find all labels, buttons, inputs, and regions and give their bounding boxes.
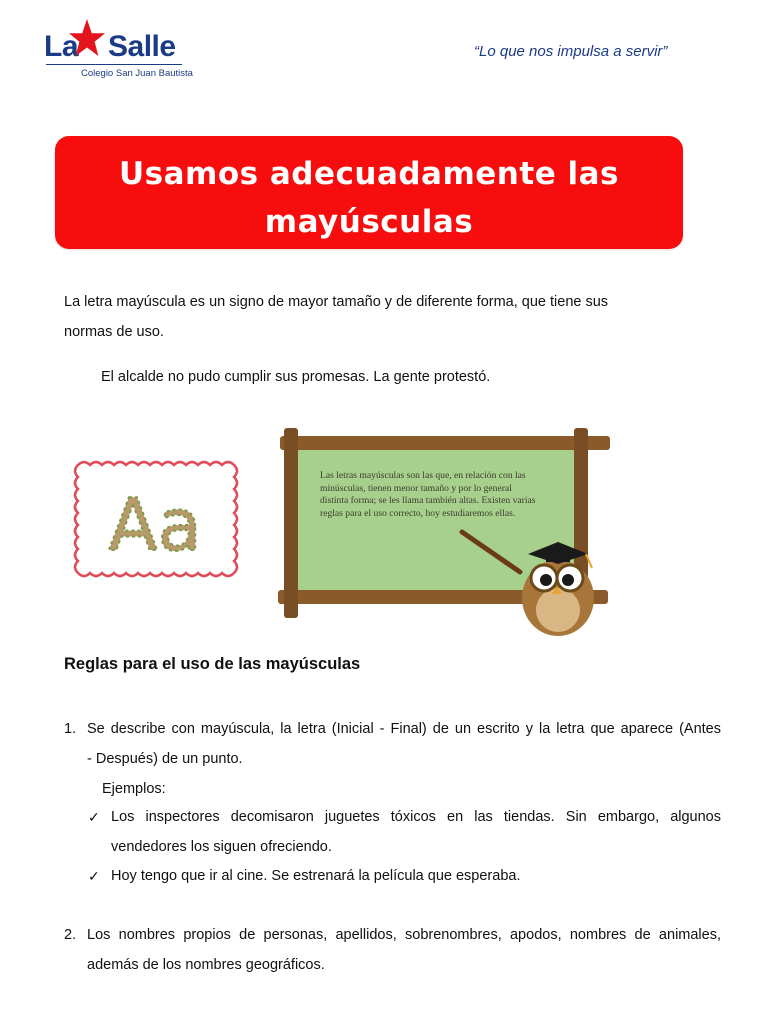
chalkboard-text: Las letras mayúsculas son las que, en relación con las minúsculas, tienen menor tamaño y por lo general distinta forma; se les llama también altas. Existen varias reglas para el uso correcto, hoy estudiaremos ellas.	[320, 470, 536, 519]
logo-text-la: La	[44, 30, 79, 63]
letter-card-text: Aa	[108, 483, 202, 567]
logo-subtitle: Colegio San Juan Bautista	[81, 68, 193, 79]
examples-label: Ejemplos:	[102, 781, 166, 797]
rule-1-number: 1.	[64, 721, 77, 737]
example-item	[111, 861, 721, 891]
page-title	[55, 150, 683, 246]
rule-2-text	[87, 920, 721, 980]
intro-example: El alcalde no pudo cumplir sus promesas. La gente protestó.	[101, 369, 491, 385]
rule-2-number: 2.	[64, 927, 77, 943]
rule-2-line-2: además de los nombres geográficos.	[87, 957, 325, 973]
intro-line-1: La letra mayúscula es un signo de mayor tamaño y de diferente forma, que tiene sus	[64, 294, 609, 310]
checkmark-icon: ✓	[88, 868, 100, 884]
star-icon	[68, 16, 106, 60]
title-banner	[55, 136, 683, 249]
page-title-line-1: Usamos adecuadamente las	[118, 156, 620, 192]
intro-paragraph	[64, 287, 704, 347]
example-1-line-1: Los inspectores decomisaron juguetes tóxicos en las tiendas. Sin embargo, algunos	[111, 809, 721, 825]
intro-line-2: normas de uso.	[64, 324, 164, 340]
checkmark-icon: ✓	[88, 809, 100, 825]
logo-text-salle: Salle	[108, 30, 176, 63]
example-item	[111, 802, 721, 862]
logo-divider	[46, 64, 182, 65]
la-salle-logo	[44, 16, 194, 86]
rule-2-line-1: Los nombres propios de personas, apellidos, sobrenombres, apodos, nombres de animales,	[87, 927, 721, 943]
owl-mascot-icon	[500, 520, 610, 640]
rule-1-text	[87, 714, 721, 774]
rule-1-line-2: - Después) de un punto.	[87, 751, 243, 767]
page-title-line-2: mayúsculas	[264, 204, 474, 240]
section-heading: Reglas para el uso de las mayúsculas	[64, 655, 361, 673]
example-1-line-2: vendedores los siguen ofreciendo.	[111, 839, 332, 855]
letter-card-image	[70, 455, 240, 580]
school-motto: “Lo que nos impulsa a servir”	[474, 43, 668, 60]
rule-1-line-1: Se describe con mayúscula, la letra (Inicial - Final) de un escrito y la letra que aparece (Antes	[87, 721, 721, 737]
example-2-line-1: Hoy tengo que ir al cine. Se estrenará la película que esperaba.	[111, 868, 521, 884]
